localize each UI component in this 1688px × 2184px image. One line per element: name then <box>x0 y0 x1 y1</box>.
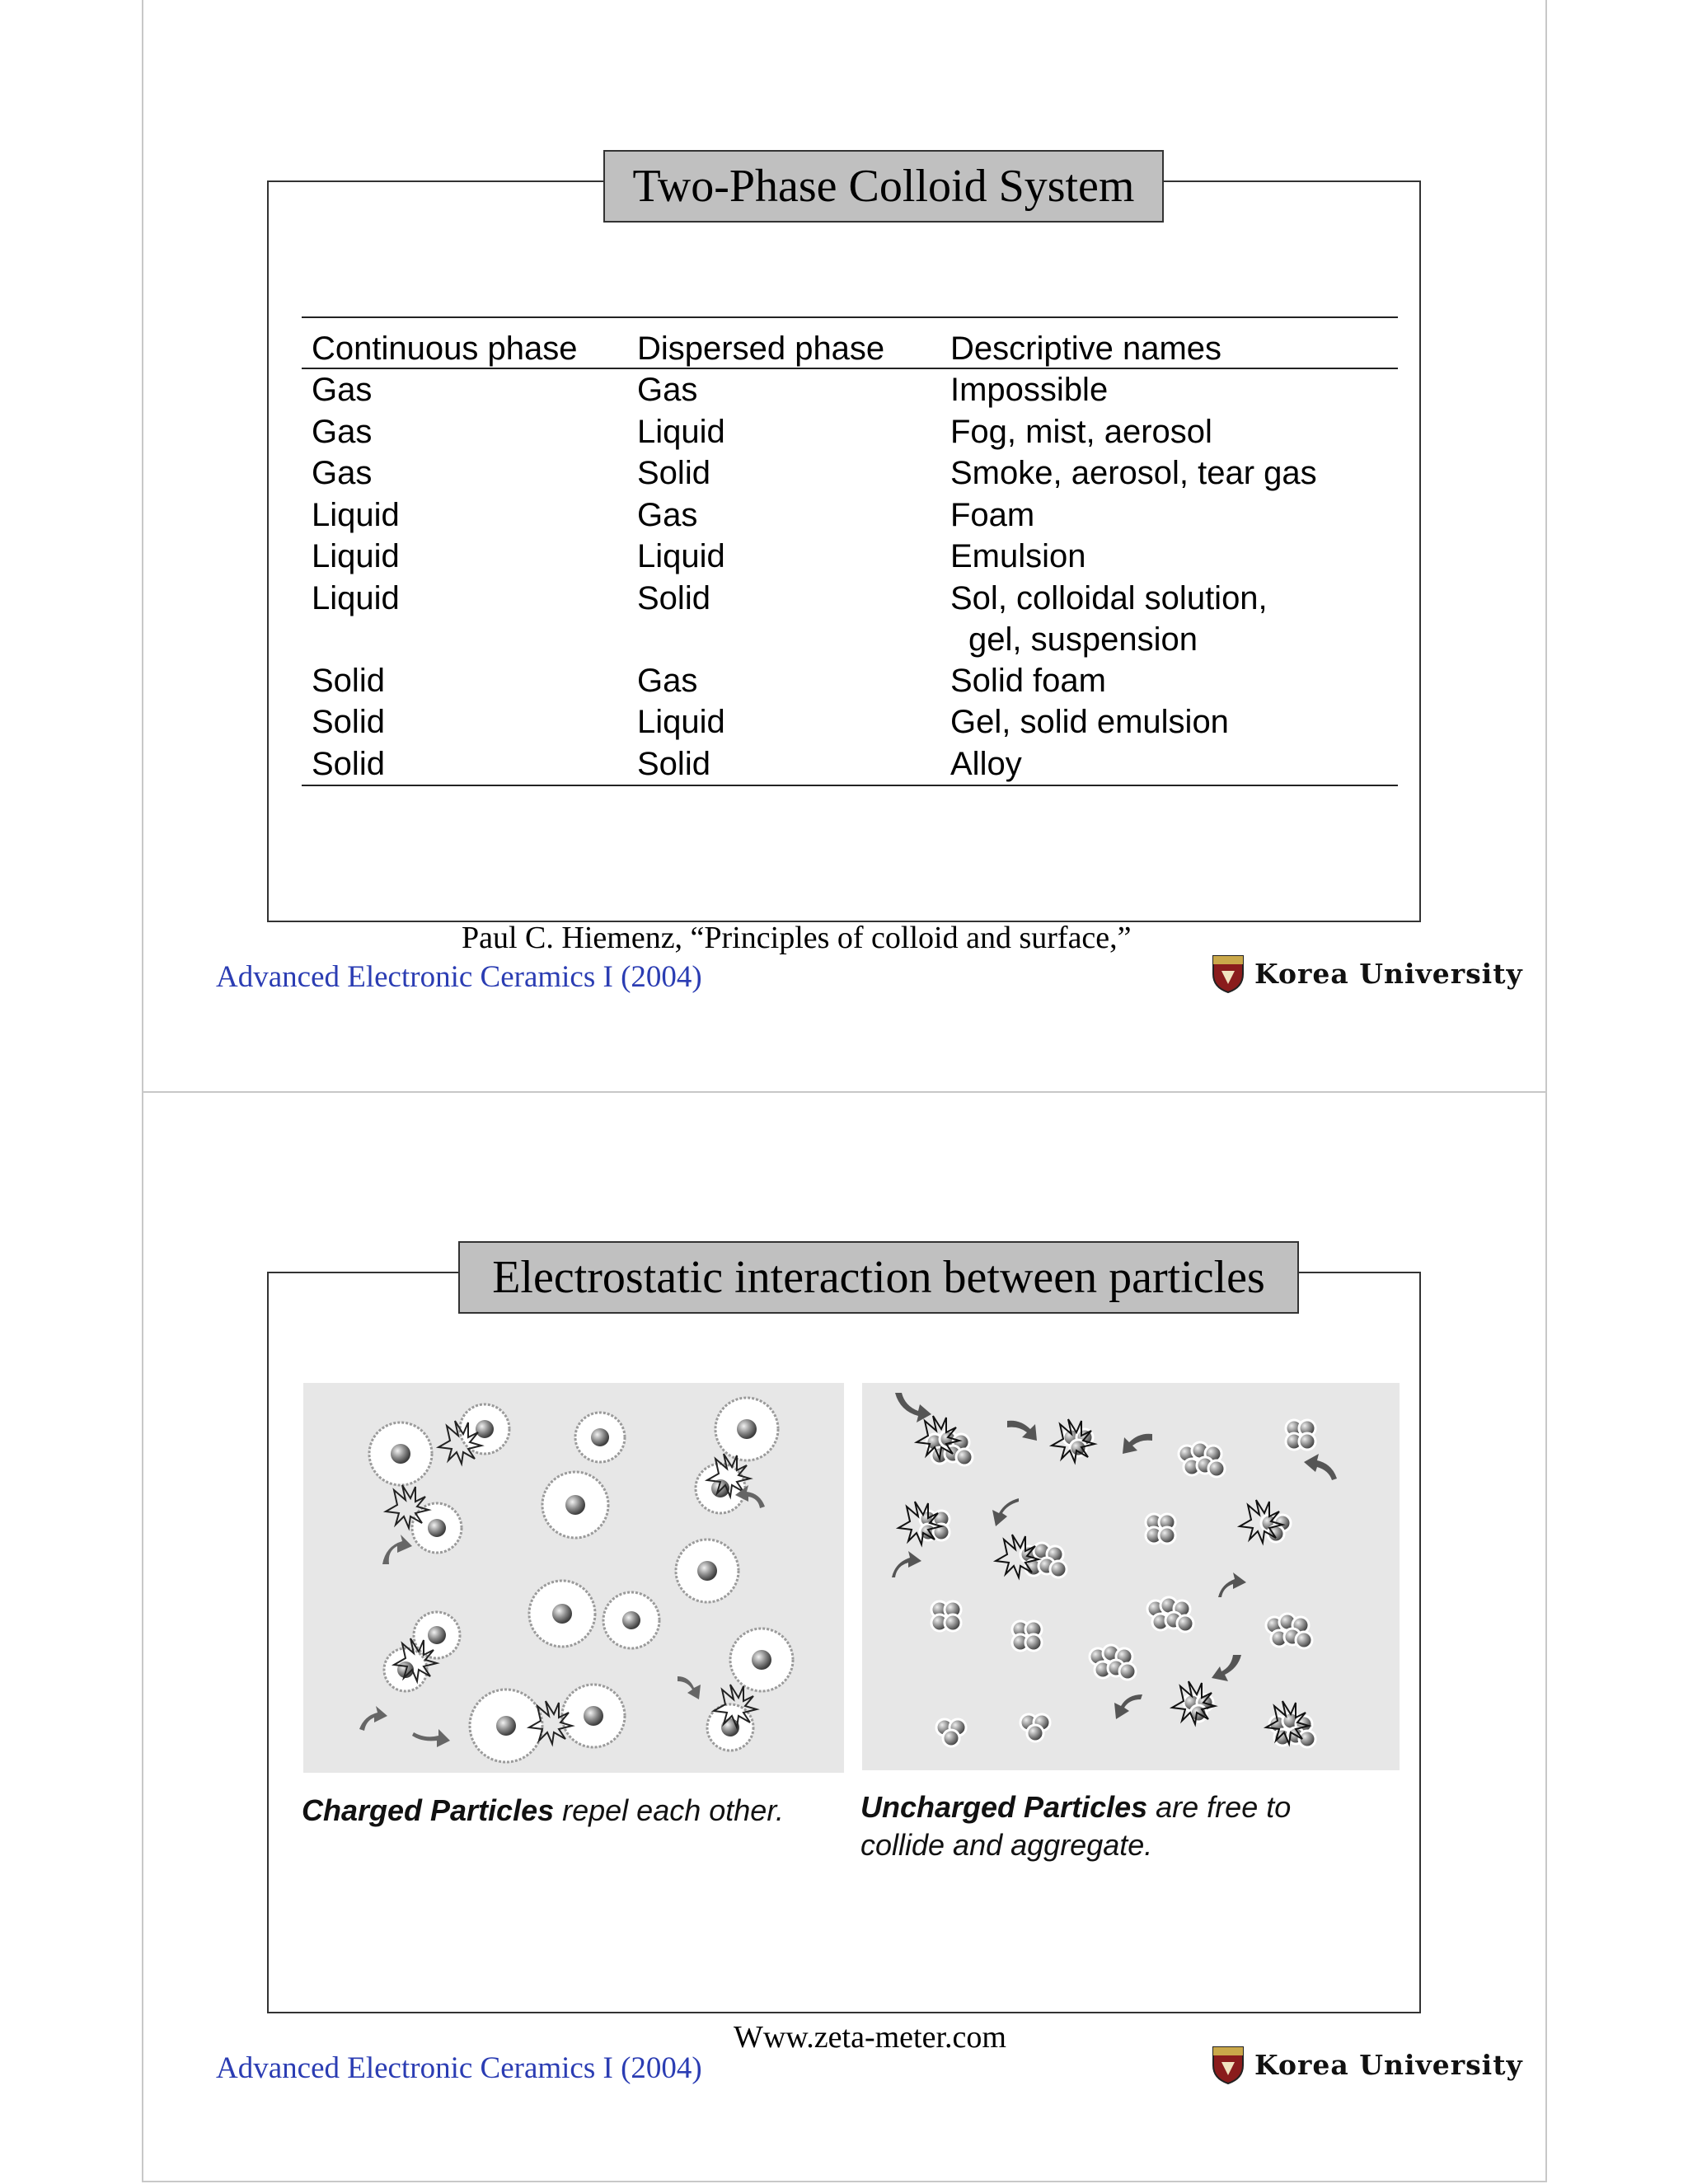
particle-aggregate <box>1146 1514 1175 1544</box>
charged-particle <box>730 1629 793 1691</box>
colloid-table <box>302 316 1398 786</box>
charged-particle <box>414 1612 460 1658</box>
charged-particles-svg <box>303 1383 844 1773</box>
motion-arrow-icon <box>1123 1434 1152 1454</box>
table-header-row <box>302 317 1398 368</box>
slide2-footer: Advanced Electronic Ceramics I (2004) <box>216 2051 702 2085</box>
slide1-footer: Advanced Electronic Ceramics I (2004) <box>216 960 702 994</box>
cell-dispersed: Solid <box>627 743 940 786</box>
particle-aggregate <box>1020 1714 1050 1741</box>
particle-aggregate <box>1179 1442 1225 1477</box>
slide1-logo-text: Korea University <box>1254 958 1523 990</box>
table-row <box>302 452 1398 494</box>
cell-names: Alloy <box>940 743 1398 786</box>
particle-aggregate <box>931 1601 961 1631</box>
motion-arrow-icon <box>1212 1655 1241 1681</box>
table-row <box>302 411 1398 453</box>
cell-continuous: Gas <box>312 413 373 450</box>
charged-particle <box>715 1398 778 1460</box>
charged-particle <box>412 1503 462 1553</box>
caption-bold-charged: Charged Particles <box>302 1793 555 1827</box>
uncharged-particles-svg <box>862 1383 1400 1770</box>
page-divider <box>142 1091 1547 1093</box>
table-row <box>302 536 1398 578</box>
table-row <box>302 494 1398 537</box>
particle-aggregate <box>1286 1420 1315 1450</box>
cell-names: Gel, solid emulsion <box>950 704 1229 740</box>
slide2-credit: Www.zeta-meter.com <box>734 2020 1006 2055</box>
cell-dispersed: Liquid <box>637 413 725 450</box>
cell-continuous: Solid <box>302 743 627 786</box>
cell-dispersed: Gas <box>637 496 698 533</box>
motion-arrow-icon <box>1218 1572 1246 1597</box>
uncharged-particles-caption <box>860 1788 1404 1864</box>
slide1-credit: Paul C. Hiemenz, “Principles of colloid and surface,” <box>462 921 1132 955</box>
charged-particles-illustration <box>303 1383 844 1773</box>
charged-particle <box>529 1581 595 1647</box>
university-crest-icon <box>1210 953 1246 994</box>
charged-particle <box>575 1413 625 1462</box>
header-continuous-phase: Continuous phase <box>302 317 627 368</box>
caption-rest-uncharged-1: are free to <box>1147 1790 1292 1824</box>
particle-aggregate <box>1147 1597 1193 1632</box>
particle-aggregate <box>1266 1614 1312 1648</box>
motion-arrow-icon <box>1114 1694 1142 1719</box>
cell-continuous: Solid <box>312 662 385 699</box>
cell-continuous: Liquid <box>312 538 400 574</box>
slide1-title: Two-Phase Colloid System <box>603 150 1164 223</box>
cell-names-line1: Sol, colloidal solution, <box>950 579 1268 616</box>
charged-particle <box>603 1592 659 1648</box>
particle-aggregate <box>936 1719 966 1746</box>
charged-particle <box>562 1685 625 1747</box>
table-row <box>302 743 1398 786</box>
cell-continuous: Solid <box>312 704 385 740</box>
cell-dispersed: Gas <box>637 372 698 408</box>
university-crest-icon <box>1210 2044 1246 2085</box>
particle-aggregate <box>1020 1543 1067 1577</box>
caption-rest-uncharged-2: collide and aggregate. <box>860 1828 1153 1862</box>
table-row <box>302 368 1398 411</box>
caption-rest-charged: repel each other. <box>554 1793 784 1827</box>
cell-dispersed: Gas <box>637 662 698 699</box>
caption-bold-uncharged: Uncharged Particles <box>860 1790 1148 1824</box>
motion-arrow-icon <box>1007 1421 1037 1441</box>
table-row <box>302 578 1398 660</box>
particle-aggregate <box>1090 1645 1136 1680</box>
cell-continuous: Liquid <box>312 496 400 533</box>
cell-names: Solid foam <box>950 662 1106 699</box>
motion-arrow-icon <box>412 1729 450 1747</box>
header-descriptive-names: Descriptive names <box>940 317 1398 368</box>
slide2-title: Electrostatic interaction between particles <box>458 1241 1299 1314</box>
cell-dispersed: Liquid <box>637 704 725 740</box>
charged-particles-caption <box>302 1792 846 1830</box>
motion-arrow-icon <box>382 1535 412 1564</box>
charged-particle <box>369 1422 432 1485</box>
motion-arrow-icon <box>359 1706 387 1731</box>
cell-names <box>940 578 1398 660</box>
charged-particle <box>542 1472 608 1538</box>
motion-arrow-icon <box>678 1676 701 1699</box>
slide2-logo-text: Korea University <box>1254 2049 1523 2081</box>
table-row <box>302 701 1398 743</box>
particle-aggregate <box>1012 1621 1042 1651</box>
motion-arrow-icon <box>1304 1454 1337 1480</box>
cell-continuous: Liquid <box>312 579 400 616</box>
cell-dispersed: Liquid <box>637 538 725 574</box>
motion-arrow-icon <box>892 1551 921 1577</box>
cell-names: Impossible <box>950 372 1109 408</box>
slide2-university-logo <box>1210 2044 1523 2087</box>
cell-dispersed: Solid <box>637 579 710 616</box>
cell-names: Foam <box>950 496 1035 533</box>
cell-continuous: Gas <box>312 455 373 491</box>
cell-continuous: Gas <box>312 372 373 408</box>
slide1-university-logo <box>1210 953 1523 996</box>
motion-arrow-icon <box>992 1498 1019 1526</box>
cell-names: Smoke, aerosol, tear gas <box>950 455 1317 491</box>
header-dispersed-phase: Dispersed phase <box>627 317 940 368</box>
table-row <box>302 660 1398 702</box>
motion-arrow-icon <box>895 1393 931 1422</box>
cell-names-line2: gel, suspension <box>968 621 1198 658</box>
cell-names: Emulsion <box>950 538 1086 574</box>
charged-particle <box>676 1540 738 1602</box>
uncharged-particles-illustration <box>862 1383 1400 1770</box>
cell-dispersed: Solid <box>637 455 710 491</box>
cell-names: Fog, mist, aerosol <box>950 413 1212 450</box>
